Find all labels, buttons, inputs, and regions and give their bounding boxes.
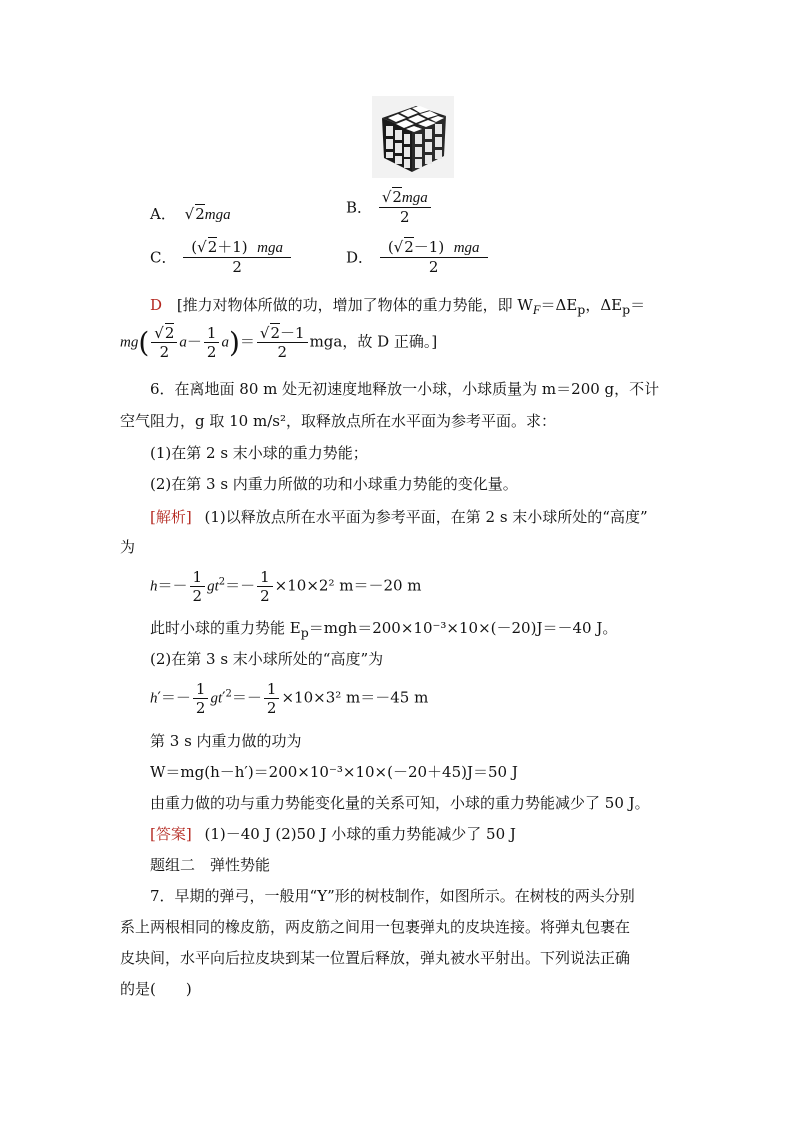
q6-jiexi-line-b: 为 (120, 538, 136, 556)
w-equation: W＝mg(h－h′)＝200×10⁻³×10×(－20＋45)J＝50 J (150, 763, 518, 781)
rubiks-cube-image (372, 96, 454, 178)
conclusion: 由重力做的功与重力势能变化量的关系可知，小球的重力势能减少了 50 J。 (150, 794, 650, 812)
q6-answer: [答案] (1)－40 J (2)50 J 小球的重力势能减少了 50 J (150, 825, 516, 843)
option-c: C． $\frac{\text{(√2＋1) mga}}{2}$ (150, 238, 293, 276)
q7-line4: 的是( ) (120, 980, 192, 998)
q7-line1: 7．早期的弹弓，一般用“Y”形的树枝制作，如图所示。在树枝的两头分别 (150, 887, 635, 905)
q6-stem-line2: 空气阻力，g 取 10 m/s²，取释放点所在水平面为参考平面。求： (120, 412, 556, 430)
option-a: A． √2mga (150, 205, 231, 223)
q6-part2-line: (2)在第 3 s 末小球所处的“高度”为 (150, 650, 384, 668)
group-2-heading: 题组二 弹性势能 (150, 856, 271, 874)
q6-part2: (2)在第 3 s 内重力所做的功和小球重力势能的变化量。 (150, 475, 518, 493)
q7-line3: 皮块间，水平向后拉皮块到某一位置后释放，弹丸被水平射出。下列说法正确 (120, 949, 631, 967)
q6-jiexi-line: [解析] (1)以释放点所在水平面为参考平面，在第 2 s 末小球所处的“高度” (150, 508, 648, 526)
h2-equation: h′＝－ $\frac{1}{2}$ $gt'^2=-$ $\frac{1}{2}$ ×10×3² m＝－45 m (150, 680, 429, 717)
q6-part1: (1)在第 2 s 末小球的重力势能； (150, 444, 368, 462)
option-d: D． $\frac{\text{(√2－1) mga}}{2}$ (346, 238, 490, 276)
answer-tag: [答案] (150, 825, 192, 843)
jiexi-tag: [解析] (150, 508, 192, 526)
option-b: B． $\frac{\text{√2mga}}{2}$ (346, 188, 433, 226)
w-intro: 第 3 s 内重力做的功为 (150, 732, 302, 750)
answer-5-line2: mg( $\frac{√2}{2}$ a－ $\frac{1}{2}$ a)＝ $\frac{√2-1}{2}$ mga，故 D 正确。] (120, 324, 438, 361)
q6-stem-line1: 6．在离地面 80 m 处无初速度地释放一小球，小球质量为 m＝200 g，不计 (150, 380, 660, 398)
q7-line2: 系上两根相同的橡皮筋，两皮筋之间用一包裹弹丸的皮块连接。将弹丸包裹在 (120, 918, 631, 936)
h-equation: h＝－ $\frac{1}{2}$ $gt^2=-$ $\frac{1}{2}$ ×10×2² m＝－20 m (150, 568, 422, 605)
ep-line: 此时小球的重力势能 $E_p=mgh=200\times 10^{-3}\times 10\times(-20)J=-40$ J。 (150, 619, 618, 640)
answer-5-line1: D [推力对物体所做的功，增加了物体的重力势能，即 $W_F=\Delta E_p$，$\Delta E_p=$ (150, 296, 646, 317)
